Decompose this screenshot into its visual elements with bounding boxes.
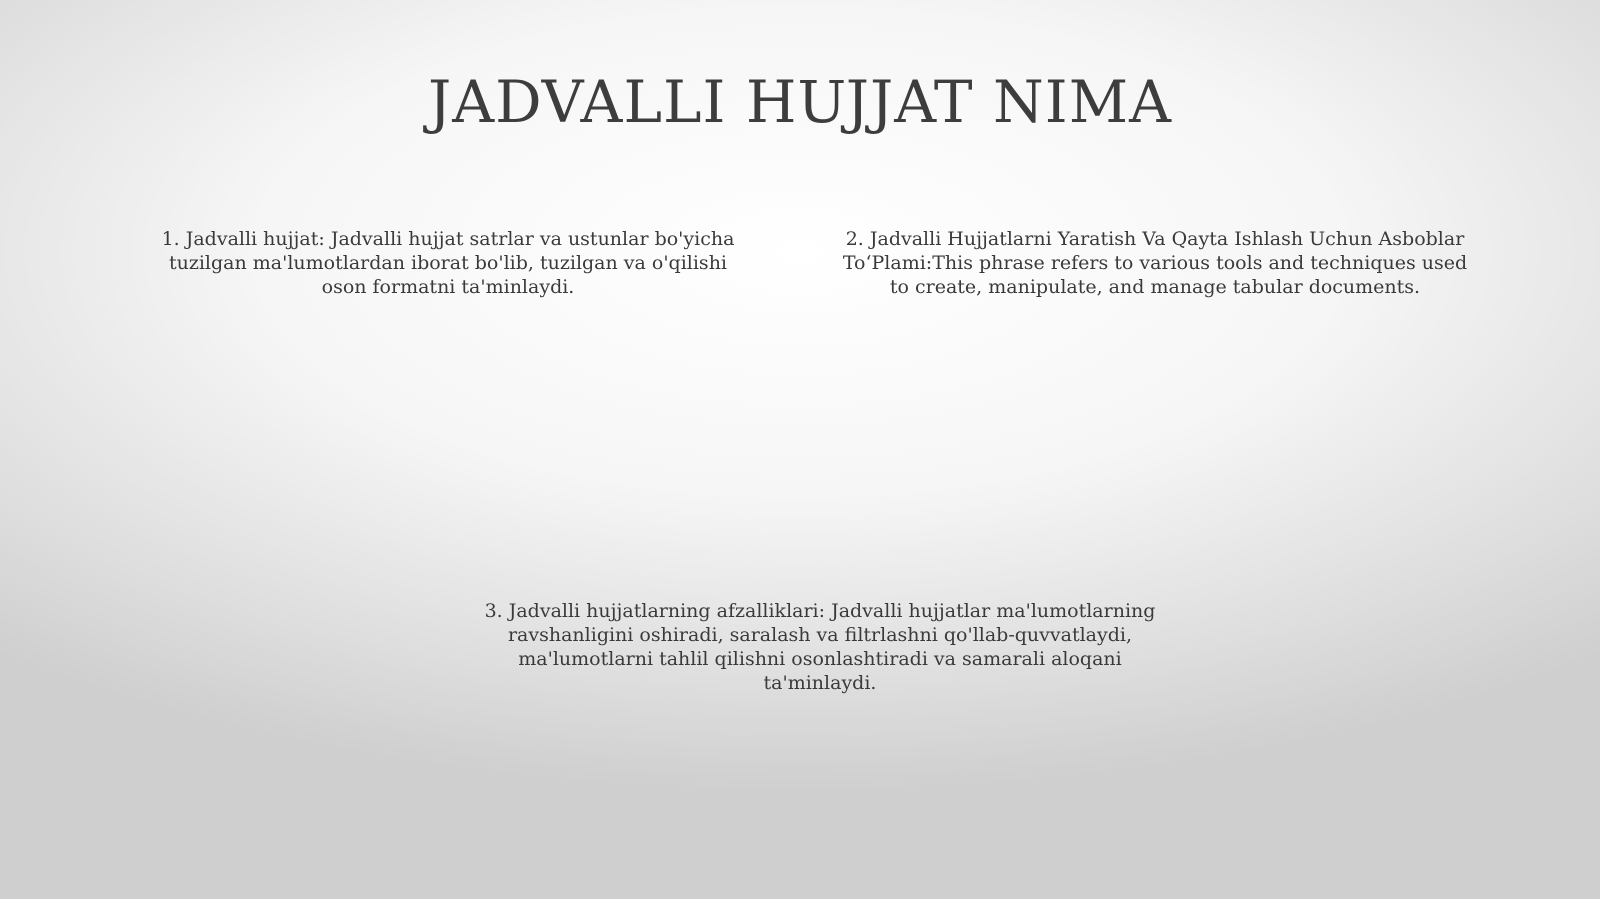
- point-tabular-document-definition: 1. Jadvalli hujjat: Jadvalli hujjat satrlar va ustunlar bo'yicha tuzilgan ma'lumotlardan iborat bo'lib, tuzilgan va o'qilishi oson formatni ta'minlaydi.: [161, 228, 735, 298]
- point-advantages-of-tabular-documents: 3. Jadvalli hujjatlarning afzalliklari: Jadvalli hujjatlar ma'lumotlarning ravshanligini oshiradi, saralash va filtrlashni qo'llab-quvvatlaydi, ma'lumotlarni tahlil qilishni osonlashtiradi va samarali aloqani ta'minlaydi.: [484, 600, 1156, 694]
- point-tools-for-tabular-documents: 2. Jadvalli Hujjatlarni Yaratish Va Qayta Ishlash Uchun Asboblar To‘Plami:This phrase refers to various tools and techniques used to create, manipulate, and manage tabular documents.: [842, 228, 1468, 298]
- slide-title: JADVALLI HUJJAT NIMA: [427, 68, 1172, 136]
